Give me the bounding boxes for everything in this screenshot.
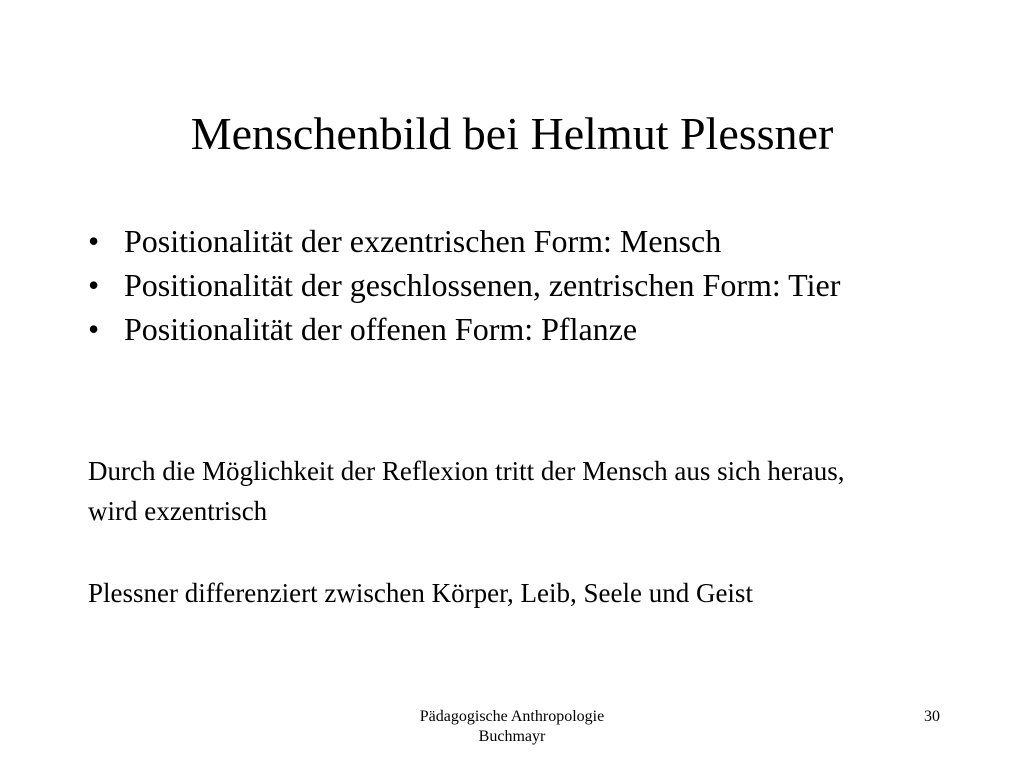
footer-author: Buchmayr xyxy=(478,728,546,745)
bullet-list xyxy=(88,224,908,356)
bullet-dot-icon: • xyxy=(88,311,100,347)
paragraph-differenzierung: Plessner differenziert zwischen Körper, Leib, Seele und Geist xyxy=(88,578,753,608)
bullet-text: Positionalität der offenen Form: Pflanze xyxy=(124,311,638,347)
bullet-text: Positionalität der exzentrischen Form: Mensch xyxy=(124,223,722,259)
bullet-item xyxy=(88,312,908,346)
footer-course: Pädagogische Anthropologie xyxy=(419,708,605,725)
slide-title: Menschenbild bei Helmut Plessner xyxy=(190,108,834,159)
paragraph-reflexion: Durch die Möglichkeit der Reflexion tritt der Mensch aus sich heraus, wird exzentrisch xyxy=(88,456,845,526)
bullet-item xyxy=(88,268,908,302)
footer-text xyxy=(362,707,662,747)
bullet-dot-icon: • xyxy=(88,223,100,259)
bullet-text: Positionalität der geschlossenen, zentrischen Form: Tier xyxy=(124,267,841,303)
page-number: 30 xyxy=(924,708,940,725)
bullet-dot-icon: • xyxy=(88,267,100,303)
bullet-item xyxy=(88,224,908,258)
